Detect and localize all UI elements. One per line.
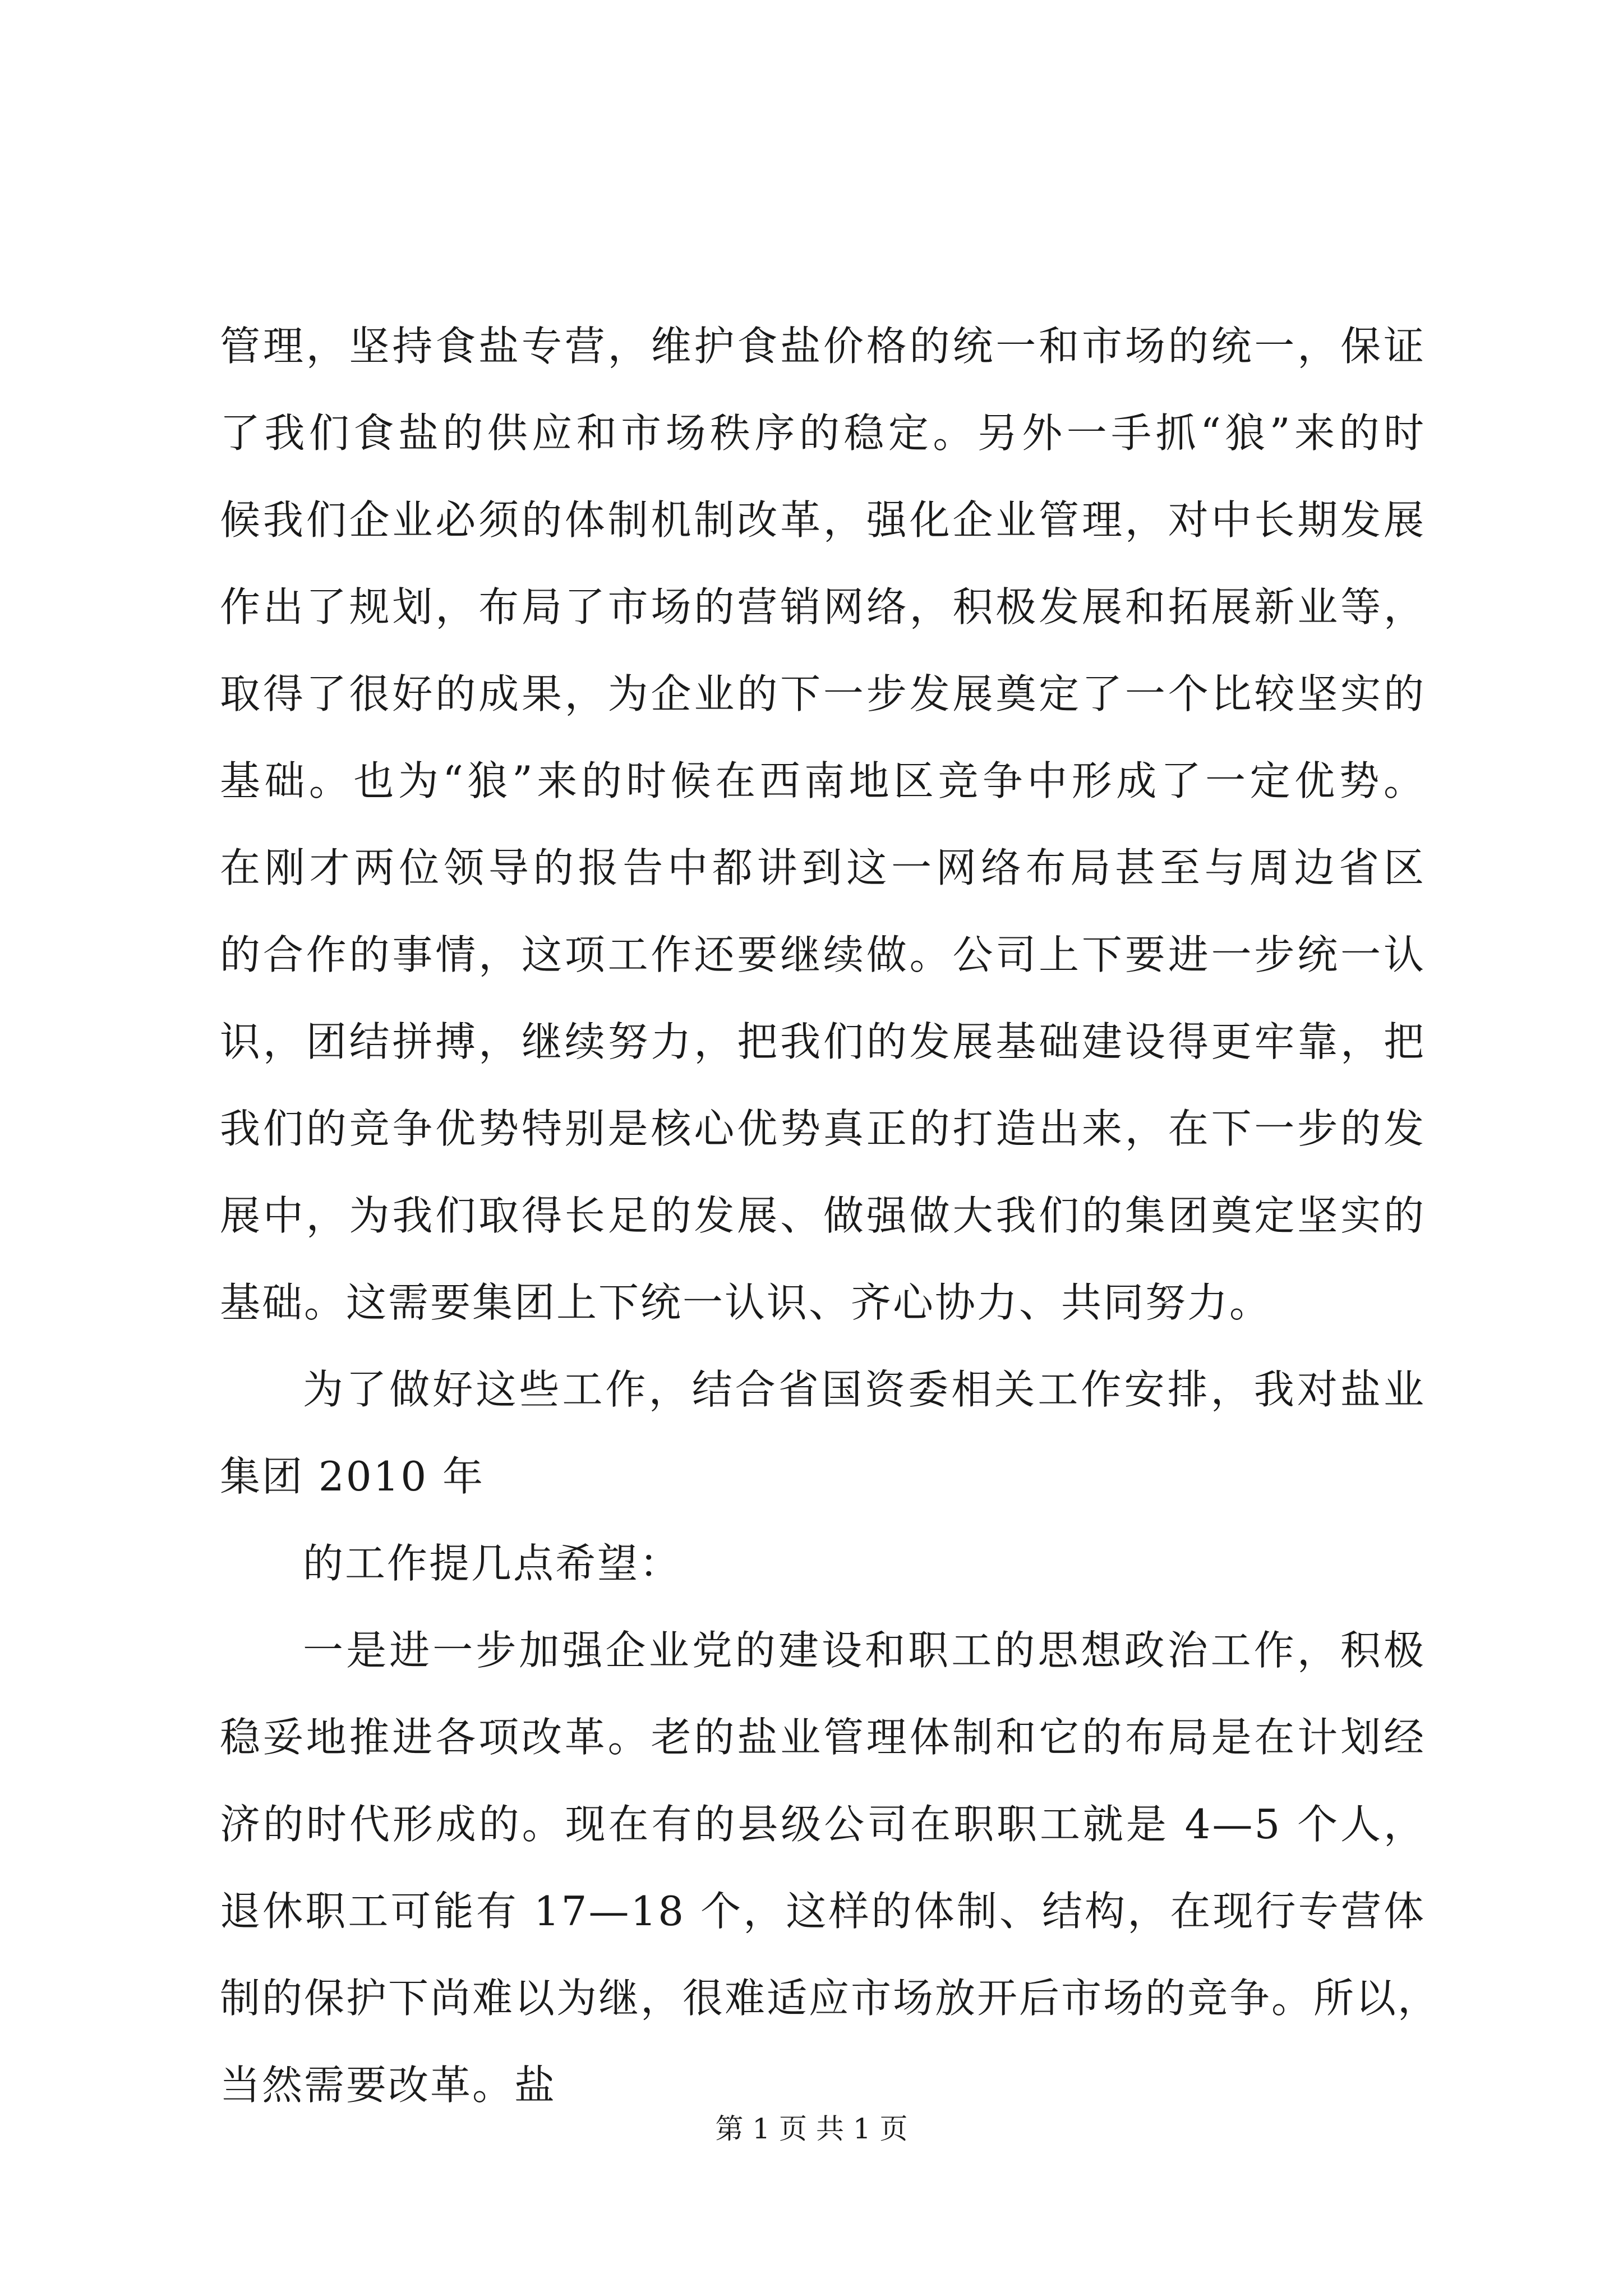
text-line: 济的时代形成的。现在有的县级公司在职职工就是 4—5 个人， (220, 1801, 1426, 1848)
paragraph-first-line: 的工作提几点希望： (303, 1540, 682, 1587)
paragraph-first-line: 为了做好这些工作，结合省国资委相关工作安排，我对盐业 (303, 1366, 1426, 1413)
document-body (220, 303, 1440, 2129)
text-line: 退休职工可能有 17—18 个，这样的体制、结构，在现行专营体 (220, 1888, 1426, 1935)
text-line: 作出了规划，布局了市场的营销网络，积极发展和拓展新业等， (220, 583, 1426, 631)
paragraph-first-line: 一是进一步加强企业党的建设和职工的思想政治工作，积极 (303, 1627, 1426, 1674)
text-line: 的合作的事情，这项工作还要继续做。公司上下要进一步统一认 (220, 931, 1426, 978)
text-line: 候我们企业必须的体制机制改革，强化企业管理，对中长期发展 (220, 496, 1426, 544)
page-footer: 第 1 页 共 1 页 (715, 2113, 908, 2145)
text-line: 当然需要改革。盐 (220, 2062, 557, 2109)
text-line: 取得了很好的成果，为企业的下一步发展奠定了一个比较坚实的 (220, 670, 1426, 717)
text-line: 在刚才两位领导的报告中都讲到这一网络布局甚至与周边省区 (220, 844, 1426, 891)
text-line: 稳妥地推进各项改革。老的盐业管理体制和它的布局是在计划经 (220, 1714, 1426, 1761)
text-line: 管理，坚持食盐专营，维护食盐价格的统一和市场的统一，保证 (220, 323, 1426, 370)
text-line: 展中，为我们取得长足的发展、做强做大我们的集团奠定坚实的 (220, 1192, 1426, 1239)
text-line: 了我们食盐的供应和市场秩序的稳定。另外一手抓“狼”来的时 (220, 409, 1426, 457)
text-line: 基础。也为“狼”来的时候在西南地区竞争中形成了一定优势。 (220, 757, 1426, 804)
text-line: 制的保护下尚难以为继，很难适应市场放开后市场的竞争。所以， (220, 1975, 1440, 2022)
text-line: 基础。这需要集团上下统一认识、齐心协力、共同努力。 (220, 1279, 1272, 1326)
text-line: 识，团结拼搏，继续努力，把我们的发展基础建设得更牢靠，把 (220, 1018, 1426, 1065)
text-line: 集团 2010 年 (220, 1453, 485, 1500)
text-line: 我们的竞争优势特别是核心优势真正的打造出来，在下一步的发 (220, 1105, 1426, 1152)
